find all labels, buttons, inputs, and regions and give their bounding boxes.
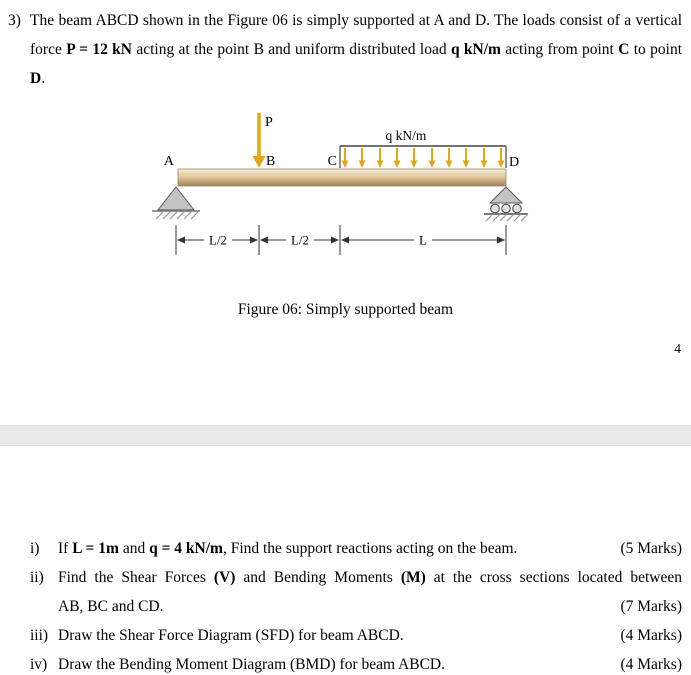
shear-symbol-bold: (V) (213, 569, 236, 586)
moment-symbol-bold: (M) (400, 569, 426, 586)
question-text: Draw the Bending Moment Diagram (BMD) for beam ABCD. (58, 656, 446, 673)
load-value-bold: q = 4 kN/m (149, 540, 223, 557)
roller-support-d (484, 187, 528, 221)
beam (178, 169, 506, 186)
question-marks: (4 Marks) (620, 656, 682, 673)
question-item-i (8, 534, 682, 563)
question-number: ii) (30, 569, 44, 586)
beam-point-label-a: A (163, 154, 174, 169)
beam-point-label-d: D (509, 155, 520, 170)
question-number: iii) (30, 627, 49, 644)
question-text-segment: , Find the support reactions acting on the beam. (222, 540, 518, 557)
problem-text-segment: acting from point (500, 41, 619, 58)
problem-text-segment: . (41, 70, 46, 87)
dimension-label-bc: L/2 (290, 232, 310, 248)
dimension-lines (176, 225, 506, 255)
question-marks: (7 Marks) (620, 598, 682, 615)
point-load-arrow (253, 113, 266, 168)
problem-statement (8, 6, 682, 93)
question-text-segment: Find the Shear Forces (58, 569, 214, 586)
questions-list (8, 534, 682, 675)
beam-figure (148, 106, 548, 274)
question-number: iv) (30, 656, 48, 673)
question-item-iii (8, 621, 682, 650)
beam-diagram (148, 106, 548, 274)
point-load-label: P (265, 115, 273, 130)
question-text (58, 534, 682, 563)
question-text-line1 (58, 563, 682, 592)
question-number: i) (30, 540, 40, 557)
distributed-load (340, 146, 506, 168)
load-value-bold: q kN/m (450, 41, 501, 58)
question-text-line2: AB, BC and CD. (58, 598, 164, 615)
page-break-band (0, 425, 691, 446)
problem-text (30, 6, 682, 93)
dimension-label-ab: L/2 (208, 232, 228, 248)
question-item-iv (8, 650, 682, 675)
problem-text-segment: to point (629, 41, 682, 58)
question-text: Draw the Shear Force Diagram (SFD) for beam ABCD. (58, 627, 404, 644)
page-number: 4 (674, 341, 681, 356)
force-value-bold: P = 12 kN (66, 41, 132, 58)
question-text-segment: and Bending Moments (235, 569, 401, 586)
length-value-bold: L = 1m (72, 540, 119, 557)
question-text-segment: and (118, 540, 150, 557)
question-marks: (5 Marks) (620, 540, 682, 557)
figure-caption: Figure 06: Simply supported beam (237, 301, 454, 318)
question-text-segment: at the cross sections located between (425, 569, 682, 586)
question-text-segment: If (58, 540, 73, 557)
problem-text-segment: The beam ABCD shown in the Figure 06 is simply supported at A and D. The loads consist of a vertical force (30, 12, 682, 58)
question-marks: (4 Marks) (620, 627, 682, 644)
point-d-bold: D (30, 70, 42, 87)
dimension-label-cd: L (419, 232, 427, 248)
beam-point-label-c: C (327, 154, 337, 169)
beam-point-label-b: B (266, 154, 276, 169)
point-c-bold: C (618, 41, 630, 58)
problem-number: 3) (8, 12, 21, 29)
distributed-load-label: q kN/m (385, 128, 427, 143)
pin-support-a (152, 187, 200, 219)
problem-text-segment: acting at the point B and uniform distributed load (131, 41, 451, 58)
question-item-ii (8, 563, 682, 621)
